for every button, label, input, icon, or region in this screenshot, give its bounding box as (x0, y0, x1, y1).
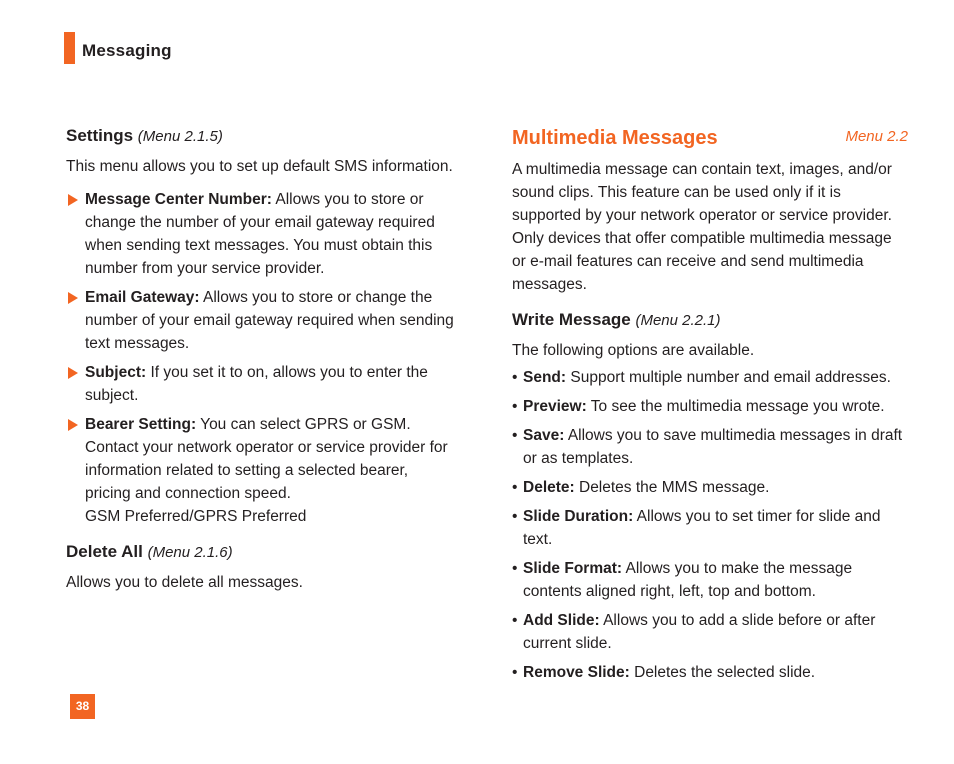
option-label: Send: (523, 369, 567, 386)
triangle-bullet-icon (68, 194, 78, 206)
settings-intro: This menu allows you to set up default SMS information. (66, 158, 453, 175)
list-item (512, 557, 908, 603)
header-title: Messaging (82, 41, 172, 60)
option-text: Deletes the selected slide. (629, 664, 816, 681)
option-text: Allows you to set timer for slide and text. (523, 508, 881, 548)
triangle-bullet-icon (68, 292, 78, 304)
page-number: 38 (70, 694, 95, 719)
list-item (512, 476, 908, 499)
option-label: Delete: (523, 479, 575, 496)
bullet-dot-icon: • (512, 612, 518, 629)
item-text: If you set it to on, allows you to enter the subject. (85, 364, 428, 404)
delete-all-heading (66, 540, 458, 565)
option-text: Allows you to make the message contents aligned right, left, top and bottom. (523, 560, 853, 600)
write-message-title: Write Message (512, 310, 631, 329)
triangle-bullet-icon (68, 367, 78, 379)
bullet-dot-icon: • (512, 508, 518, 525)
delete-all-menu-ref: (Menu 2.1.6) (147, 544, 233, 561)
list-item (66, 361, 458, 407)
option-label: Slide Duration: (523, 508, 634, 525)
settings-list (66, 188, 458, 528)
settings-heading (66, 124, 458, 149)
delete-all-title: Delete All (66, 542, 143, 561)
list-item (66, 413, 458, 528)
bullet-dot-icon: • (512, 560, 518, 577)
right-column (512, 124, 908, 690)
triangle-bullet-icon (68, 419, 78, 431)
list-item (512, 366, 908, 389)
bullet-dot-icon: • (512, 479, 518, 496)
option-label: Add Slide: (523, 612, 600, 629)
item-text: You can select GPRS or GSM. Contact your network operator or service provider for information related to setting a selected bearer, pricing and connection speed. (85, 416, 448, 502)
bullet-dot-icon: • (512, 369, 518, 386)
delete-all-text: Allows you to delete all messages. (66, 574, 303, 591)
write-message-heading (512, 308, 908, 333)
write-message-menu-ref: (Menu 2.2.1) (635, 312, 721, 329)
list-item (66, 188, 458, 280)
item-text: Allows you to store or change the number of your email gateway required when sending text messages. You must obtain this number from your service provider. (85, 191, 435, 277)
list-item (66, 286, 458, 355)
bullet-dot-icon: • (512, 427, 518, 444)
list-item (512, 609, 908, 655)
multimedia-intro: A multimedia message can contain text, images, and/or sound clips. This feature can be used only if it is supported by your network operator or service provider. Only devices that offer compatible multimedia message or e-mail features can receive and send multimedia messages. (512, 161, 892, 293)
option-text: Allows you to add a slide before or after current slide. (523, 612, 876, 652)
multimedia-heading (512, 124, 908, 152)
option-label: Preview: (523, 398, 587, 415)
item-label: Subject: (85, 364, 147, 381)
item-text: Allows you to store or change the number of your email gateway required when sending text messages. (85, 289, 454, 352)
option-text: Deletes the MMS message. (574, 479, 770, 496)
multimedia-menu-ref: Menu 2.2 (845, 128, 908, 145)
item-extra: GSM Preferred/GPRS Preferred (85, 508, 307, 525)
list-item (512, 395, 908, 418)
option-text: Support multiple number and email addresses. (566, 369, 891, 386)
list-item (512, 424, 908, 470)
write-message-intro: The following options are available. (512, 342, 755, 359)
list-item (512, 661, 908, 684)
settings-menu-ref: (Menu 2.1.5) (137, 128, 223, 145)
item-label: Bearer Setting: (85, 416, 197, 433)
option-label: Remove Slide: (523, 664, 630, 681)
header-accent-bar (64, 32, 75, 64)
item-label: Message Center Number: (85, 191, 272, 208)
bullet-dot-icon: • (512, 664, 518, 681)
left-column (66, 124, 458, 604)
option-text: To see the multimedia message you wrote. (586, 398, 885, 415)
bullet-dot-icon: • (512, 398, 518, 415)
option-text: Allows you to save multimedia messages in draft or as templates. (523, 427, 903, 467)
list-item (512, 505, 908, 551)
options-list (512, 366, 908, 684)
option-label: Save: (523, 427, 565, 444)
multimedia-title: Multimedia Messages (512, 127, 718, 149)
option-label: Slide Format: (523, 560, 623, 577)
settings-title: Settings (66, 126, 134, 145)
item-label: Email Gateway: (85, 289, 200, 306)
